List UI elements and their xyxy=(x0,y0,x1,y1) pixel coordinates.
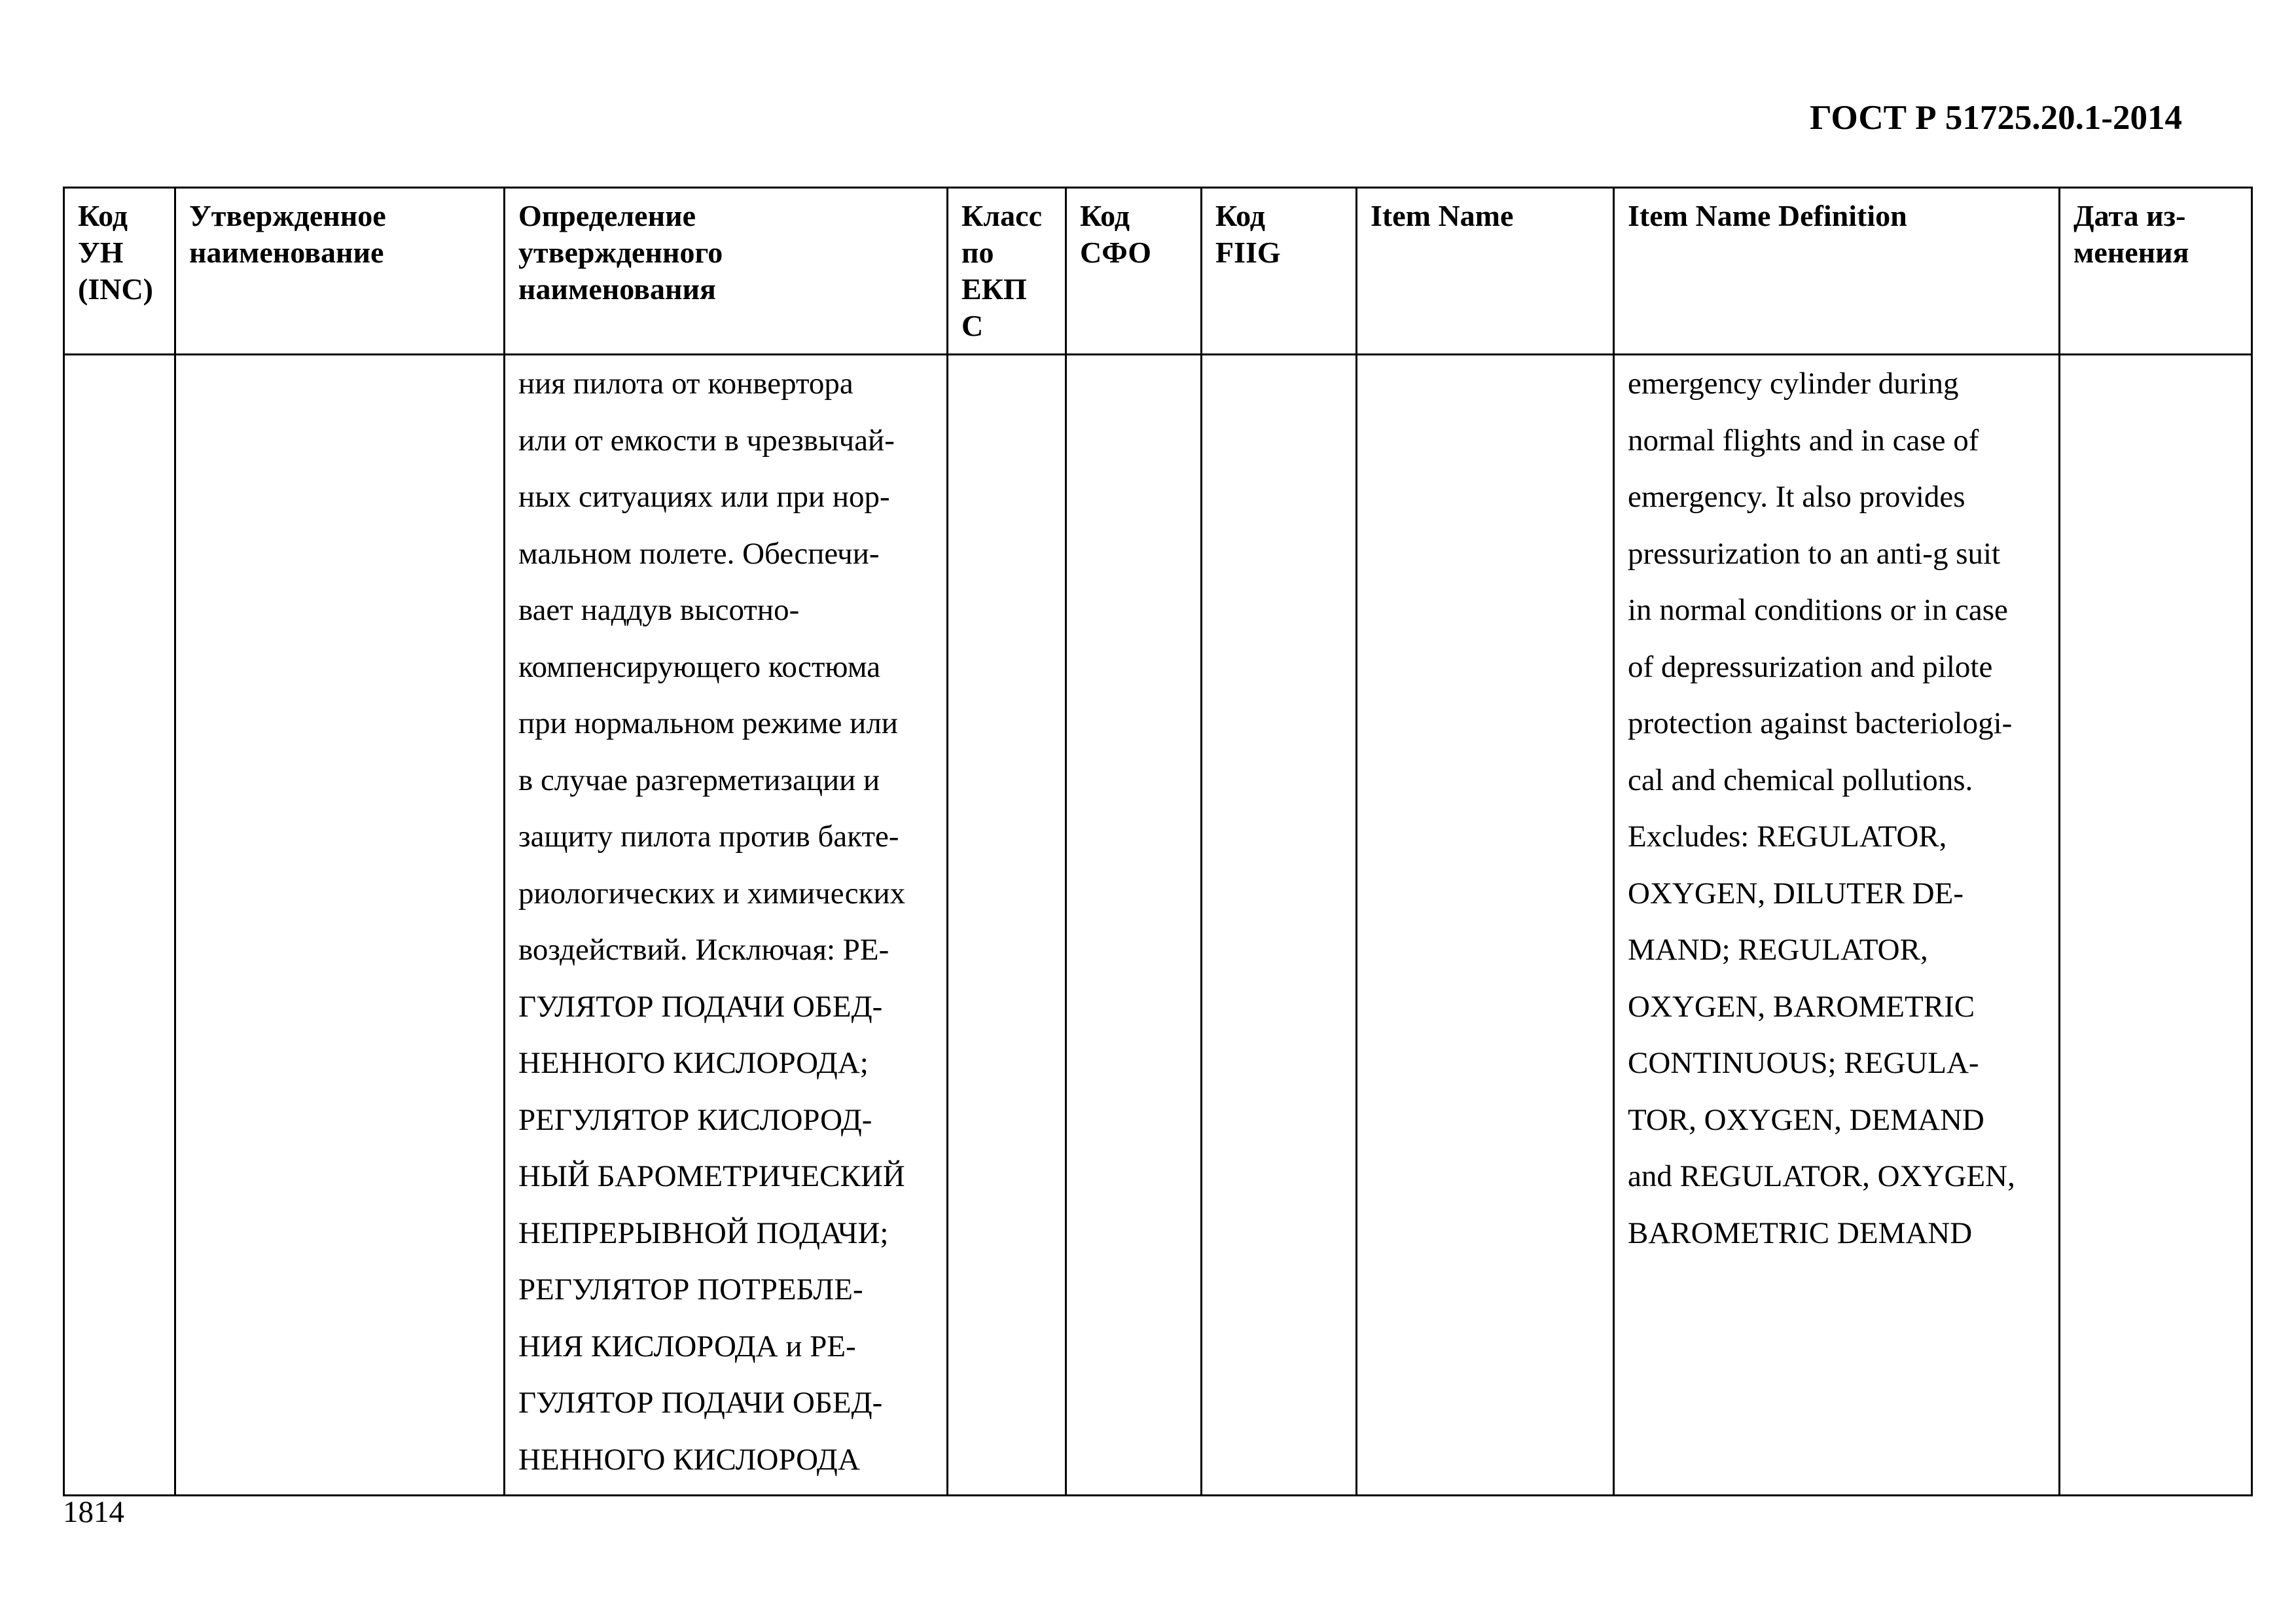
cell-item-name xyxy=(1357,355,1614,1496)
cell-name-definition-ru: ния пилота от конвертора или от емкости в чрезвычай- ных ситуациях или при нор- мальном полете. Обеспечи- вает наддув высотно- компенсирующего костюма при нормальном режиме или в случае разгерметизации и защиту пилота против бакте- риологических и химических воздействий. Исключая: РЕ- ГУЛЯТОР ПОДАЧИ ОБЕД- НЕННОГО КИСЛОРОДА; РЕГУЛЯТОР КИСЛОРОД- НЫЙ БАРОМЕТРИЧЕСКИЙ НЕПРЕРЫВНОЙ ПОДАЧИ; РЕГУЛЯТОР ПОТРЕБЛЕ- НИЯ КИСЛОРОДА и РЕ- ГУЛЯТОР ПОДАЧИ ОБЕД- НЕННОГО КИСЛОРОДА xyxy=(505,355,948,1496)
page-number: 1814 xyxy=(63,1495,124,1529)
cell-inc-code xyxy=(64,355,175,1496)
cell-fiig-code xyxy=(1202,355,1357,1496)
catalog-table xyxy=(63,187,2253,1496)
cell-item-name-definition: emergency cylinder during normal flights and in case of emergency. It also provides pressurization to an anti-g suit in normal conditions or in case of depressurization and pilote protection against bacteriologi- cal and chemical pollutions. Excludes: REGULATOR, OXYGEN, DILUTER DE- MAND; REGULATOR, OXYGEN, BAROMETRIC CONTINUOUS; REGULA- TOR, OXYGEN, DEMAND and REGULATOR, OXYGEN, BAROMETRIC DEMAND xyxy=(1614,355,2060,1496)
table-row xyxy=(64,355,2252,1496)
column-header-ekps-class: Класс по ЕКП С xyxy=(948,188,1066,355)
cell-sfo-code xyxy=(1066,355,1202,1496)
column-header-item-name-definition: Item Name Definition xyxy=(1614,188,2060,355)
column-header-approved-name: Утвержденное наименование xyxy=(175,188,505,355)
cell-change-date xyxy=(2060,355,2252,1496)
cell-ekps-class xyxy=(948,355,1066,1496)
column-header-sfo-code: Код СФО xyxy=(1066,188,1202,355)
document-id: ГОСТ Р 51725.20.1-2014 xyxy=(1810,99,2182,137)
column-header-fiig-code: Код FIIG xyxy=(1202,188,1357,355)
column-header-name-definition-ru: Определение утвержденного наименования xyxy=(505,188,948,355)
cell-approved-name xyxy=(175,355,505,1496)
column-header-item-name: Item Name xyxy=(1357,188,1614,355)
column-header-inc-code: Код УН (INC) xyxy=(64,188,175,355)
header-row xyxy=(64,188,2252,355)
column-header-change-date: Дата из- менения xyxy=(2060,188,2252,355)
